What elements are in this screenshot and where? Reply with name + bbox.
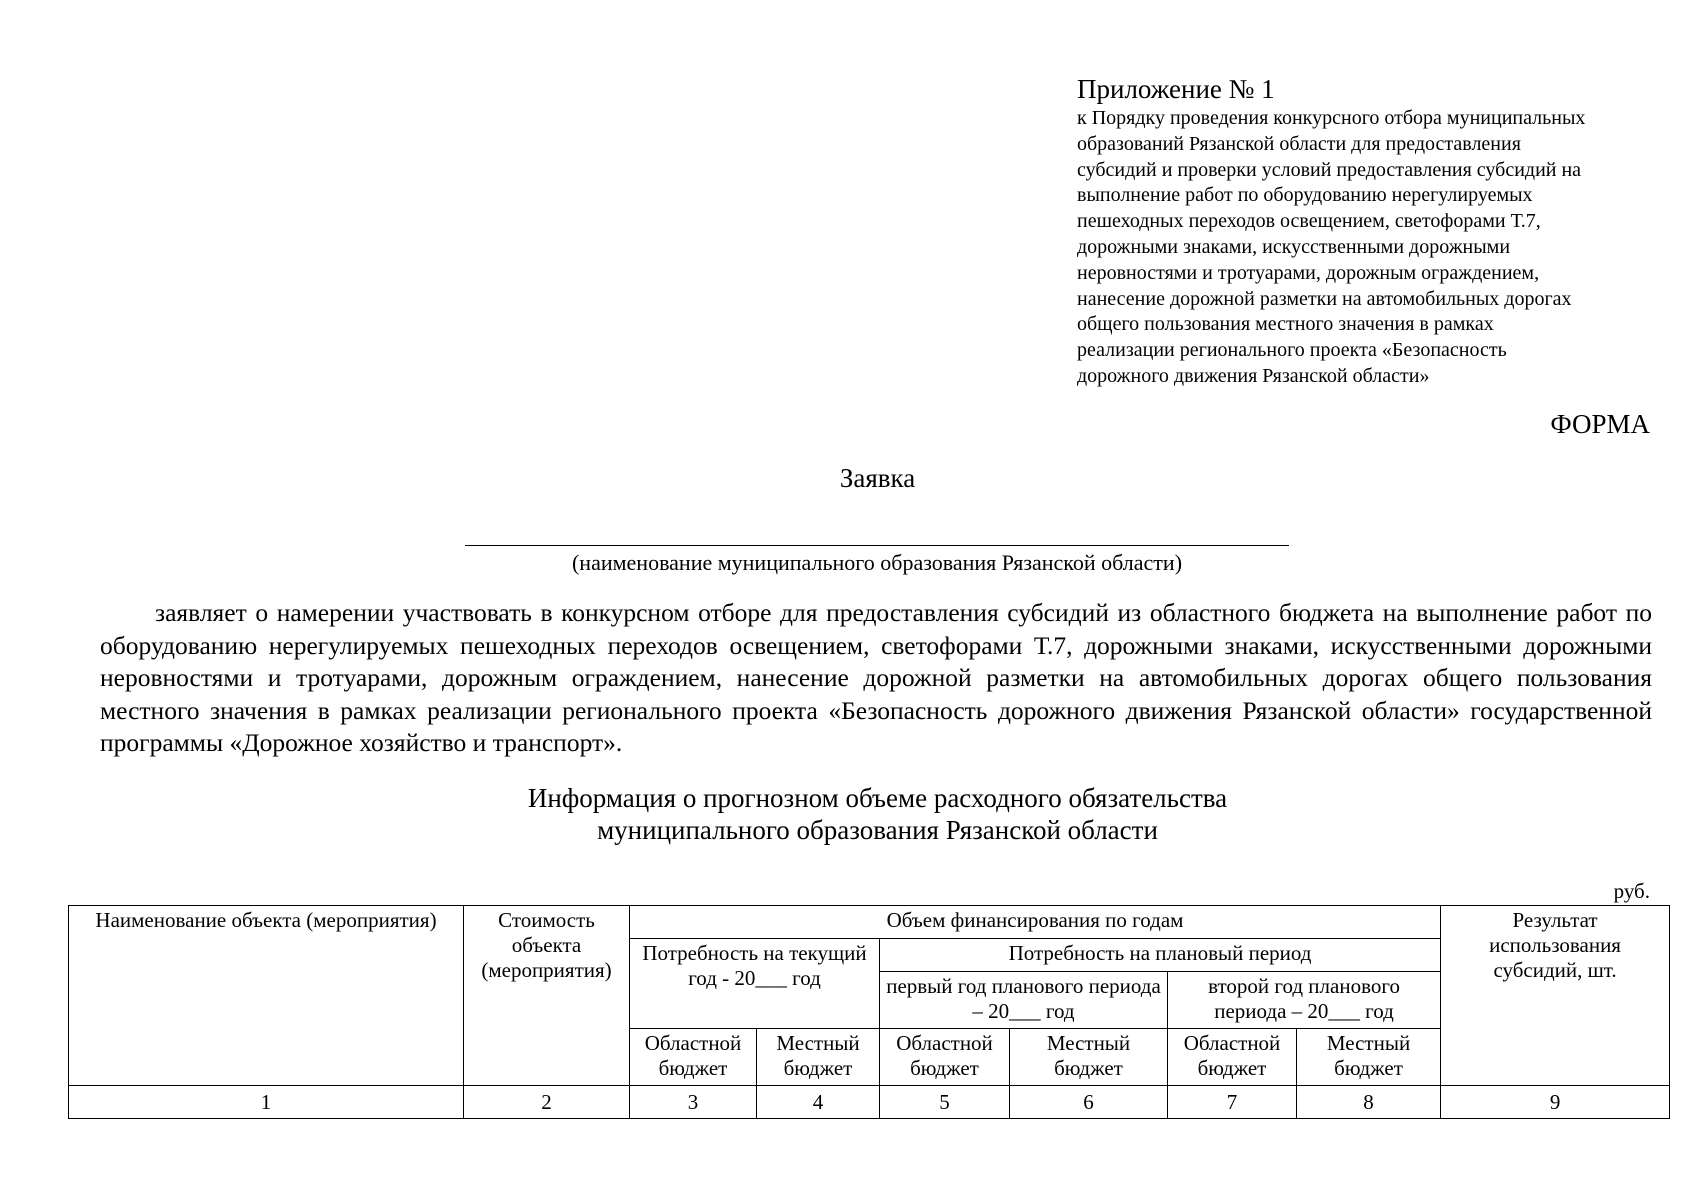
appendix-line: неровностями и тротуарами, дорожным ограждением, xyxy=(1077,261,1540,284)
header-current-year: Потребность на текущий год - 20___ год xyxy=(630,939,880,1029)
info-title-line-2: муниципального образования Рязанской области xyxy=(597,815,1158,845)
header-funding-by-years: Объем финансирования по годам xyxy=(630,906,1441,939)
column-number: 7 xyxy=(1168,1086,1297,1119)
header-planned-period: Потребность на плановый период xyxy=(880,939,1441,972)
appendix-line: пешеходных переходов освещением, светофорами Т.7, xyxy=(1077,210,1541,233)
column-number: 5 xyxy=(880,1086,1010,1119)
header-regional-budget: Областной бюджет xyxy=(630,1029,757,1086)
appendix-line: выполнение работ по оборудованию нерегулируемых xyxy=(1077,184,1533,207)
column-number: 9 xyxy=(1441,1086,1670,1119)
appendix-line: дорожными знаками, искусственными дорожными xyxy=(1077,235,1511,258)
column-number: 3 xyxy=(630,1086,757,1119)
municipality-caption: (наименование муниципального образования Рязанской области) xyxy=(571,550,1183,575)
form-label: ФОРМА xyxy=(1550,409,1650,439)
header-result: Результат использования субсидий, шт. xyxy=(1441,906,1670,1086)
header-object-name: Наименование объекта (мероприятия) xyxy=(69,906,464,1086)
statement-paragraph: заявляет о намерении участвовать в конкурсном отборе для предоставления субсидий из областного бюджета на выполнение работ по оборудованию нерегулируемых пешеходных переходов освещением, светофорами Т.7, дорожными знаками, искусственными дорожными неровностями и тротуарами, дорожным ограждением, нанесение дорожной разметки на автомобильных дорогах общего пользования местного значения в рамках реализации регионального проекта «Безопасность дорожного движения Рязанской области» государственной программы «Дорожное хозяйство и транспорт». xyxy=(100,598,1652,758)
column-number: 4 xyxy=(757,1086,880,1119)
header-first-planned-year: первый год планового периода – 20___ год xyxy=(880,972,1168,1029)
appendix-line: субсидий и проверки условий предоставления субсидий на xyxy=(1077,158,1582,181)
appendix-line: дорожного движения Рязанской области» xyxy=(1077,364,1430,387)
header-second-planned-year: второй год планового периода – 20___ год xyxy=(1168,972,1441,1029)
column-number: 8 xyxy=(1297,1086,1441,1119)
appendix-line: нанесение дорожной разметки на автомобильных дорогах xyxy=(1077,287,1572,310)
appendix-line: общего пользования местного значения в рамках xyxy=(1077,313,1494,336)
column-number: 1 xyxy=(69,1086,464,1119)
header-local-budget: Местный бюджет xyxy=(1297,1029,1441,1086)
column-number: 6 xyxy=(1010,1086,1168,1119)
appendix-line: образований Рязанской области для предоставления xyxy=(1077,132,1521,155)
header-local-budget: Местный бюджет xyxy=(757,1029,880,1086)
header-regional-budget: Областной бюджет xyxy=(880,1029,1010,1086)
info-title-line-1: Информация о прогнозном объеме расходного обязательства xyxy=(527,783,1228,813)
header-local-budget: Местный бюджет xyxy=(1010,1029,1168,1086)
currency-unit: руб. xyxy=(1613,879,1650,903)
appendix-line: к Порядку проведения конкурсного отбора муниципальных xyxy=(1077,107,1586,129)
application-title: Заявка xyxy=(839,463,916,493)
header-object-cost: Стоимость объекта (мероприятия) xyxy=(464,906,630,1086)
municipality-name-line xyxy=(465,545,1289,546)
info-title xyxy=(0,782,1697,846)
appendix-line: реализации регионального проекта «Безопасность xyxy=(1077,339,1507,362)
header-regional-budget: Областной бюджет xyxy=(1168,1029,1297,1086)
funding-table xyxy=(68,905,1670,1119)
appendix-header xyxy=(1077,72,1677,390)
column-number: 2 xyxy=(464,1086,630,1119)
appendix-title: Приложение № 1 xyxy=(1077,74,1275,104)
